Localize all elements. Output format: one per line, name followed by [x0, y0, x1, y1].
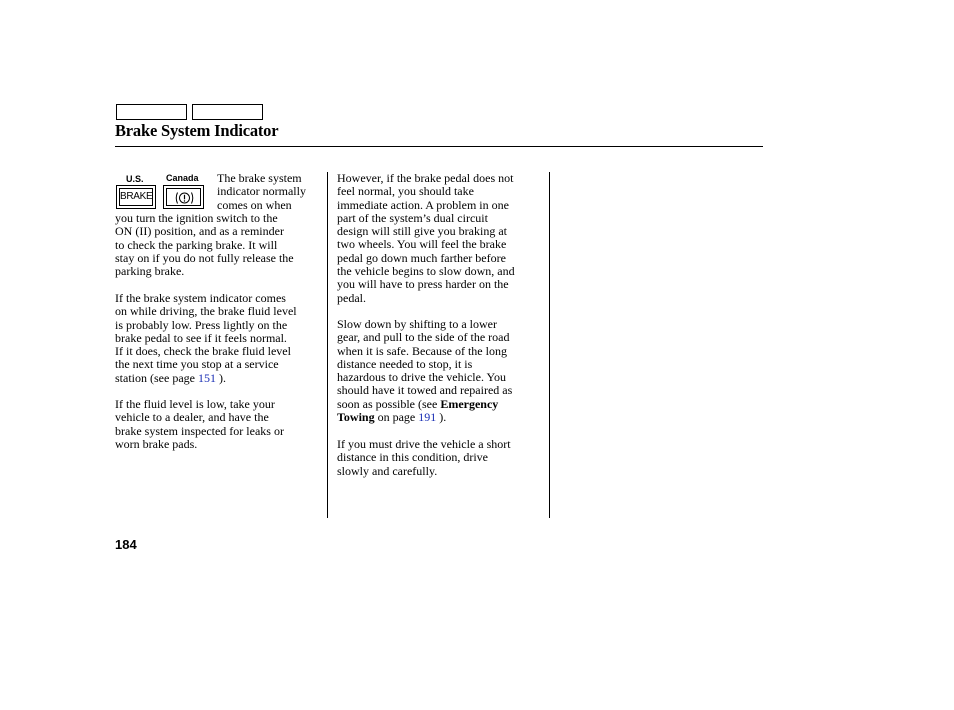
paragraph-indicator-intro-cont: you turn the ignition switch to the ON (II) position, and as a reminder to check the parking brake. It will stay on if you do not fully release the parking brake.	[115, 211, 294, 279]
brake-indicator-icon	[116, 185, 156, 209]
paragraph-dealer: If the fluid level is low, take your vehicle to a dealer, and have the brake system inspected for leaks or worn brake pads.	[115, 397, 284, 451]
nav-tab-box-2[interactable]	[192, 104, 263, 120]
us-label: U.S.	[126, 174, 144, 184]
title-rule	[115, 146, 763, 147]
page-link-151[interactable]: 151	[197, 370, 216, 385]
emergency-towing-ref: Emergency Towing	[337, 396, 499, 425]
column-divider-2	[549, 172, 550, 518]
brake-warning-icon	[163, 185, 204, 209]
brake-indicator-text: BRAKE	[119, 188, 153, 206]
page-title: Brake System Indicator	[115, 121, 279, 140]
page-number: 184	[115, 537, 137, 552]
page-link-191[interactable]: 191	[418, 410, 437, 425]
paragraph-fluid-low: If the brake system indicator comes on while driving, the brake fluid level is probably low. Press lightly on the brake pedal to see if it feels normal. If it does, check the brake fluid level the next time you stop at a service station (see page 151 ).	[115, 291, 297, 385]
nav-tab-box-1[interactable]	[116, 104, 187, 120]
exclamation-circle-icon	[167, 189, 202, 207]
paragraph-drive-carefully: If you must drive the vehicle a short distance in this condition, drive slowly and carefully.	[337, 437, 511, 478]
paragraph-indicator-intro: The brake system indicator normally comes on when	[217, 171, 306, 212]
paragraph-pedal-abnormal: However, if the brake pedal does not feel normal, you should take immediate action. A problem in one part of the system’s dual circuit design will still give you braking at two wheels. You will feel the brake pedal go down much farther before the vehicle begins to slow down, and you will have to press harder on the pedal.	[337, 171, 515, 305]
paragraph-slow-down: Slow down by shifting to a lower gear, and pull to the side of the road when it is safe. Because of the long distance needed to stop, it is hazardous to drive the vehicle. You should have it towed and repaired as soon as possible (see Emergency Towing on page 191 ).	[337, 317, 513, 425]
column-divider-1	[327, 172, 328, 518]
canada-label: Canada	[166, 173, 199, 183]
